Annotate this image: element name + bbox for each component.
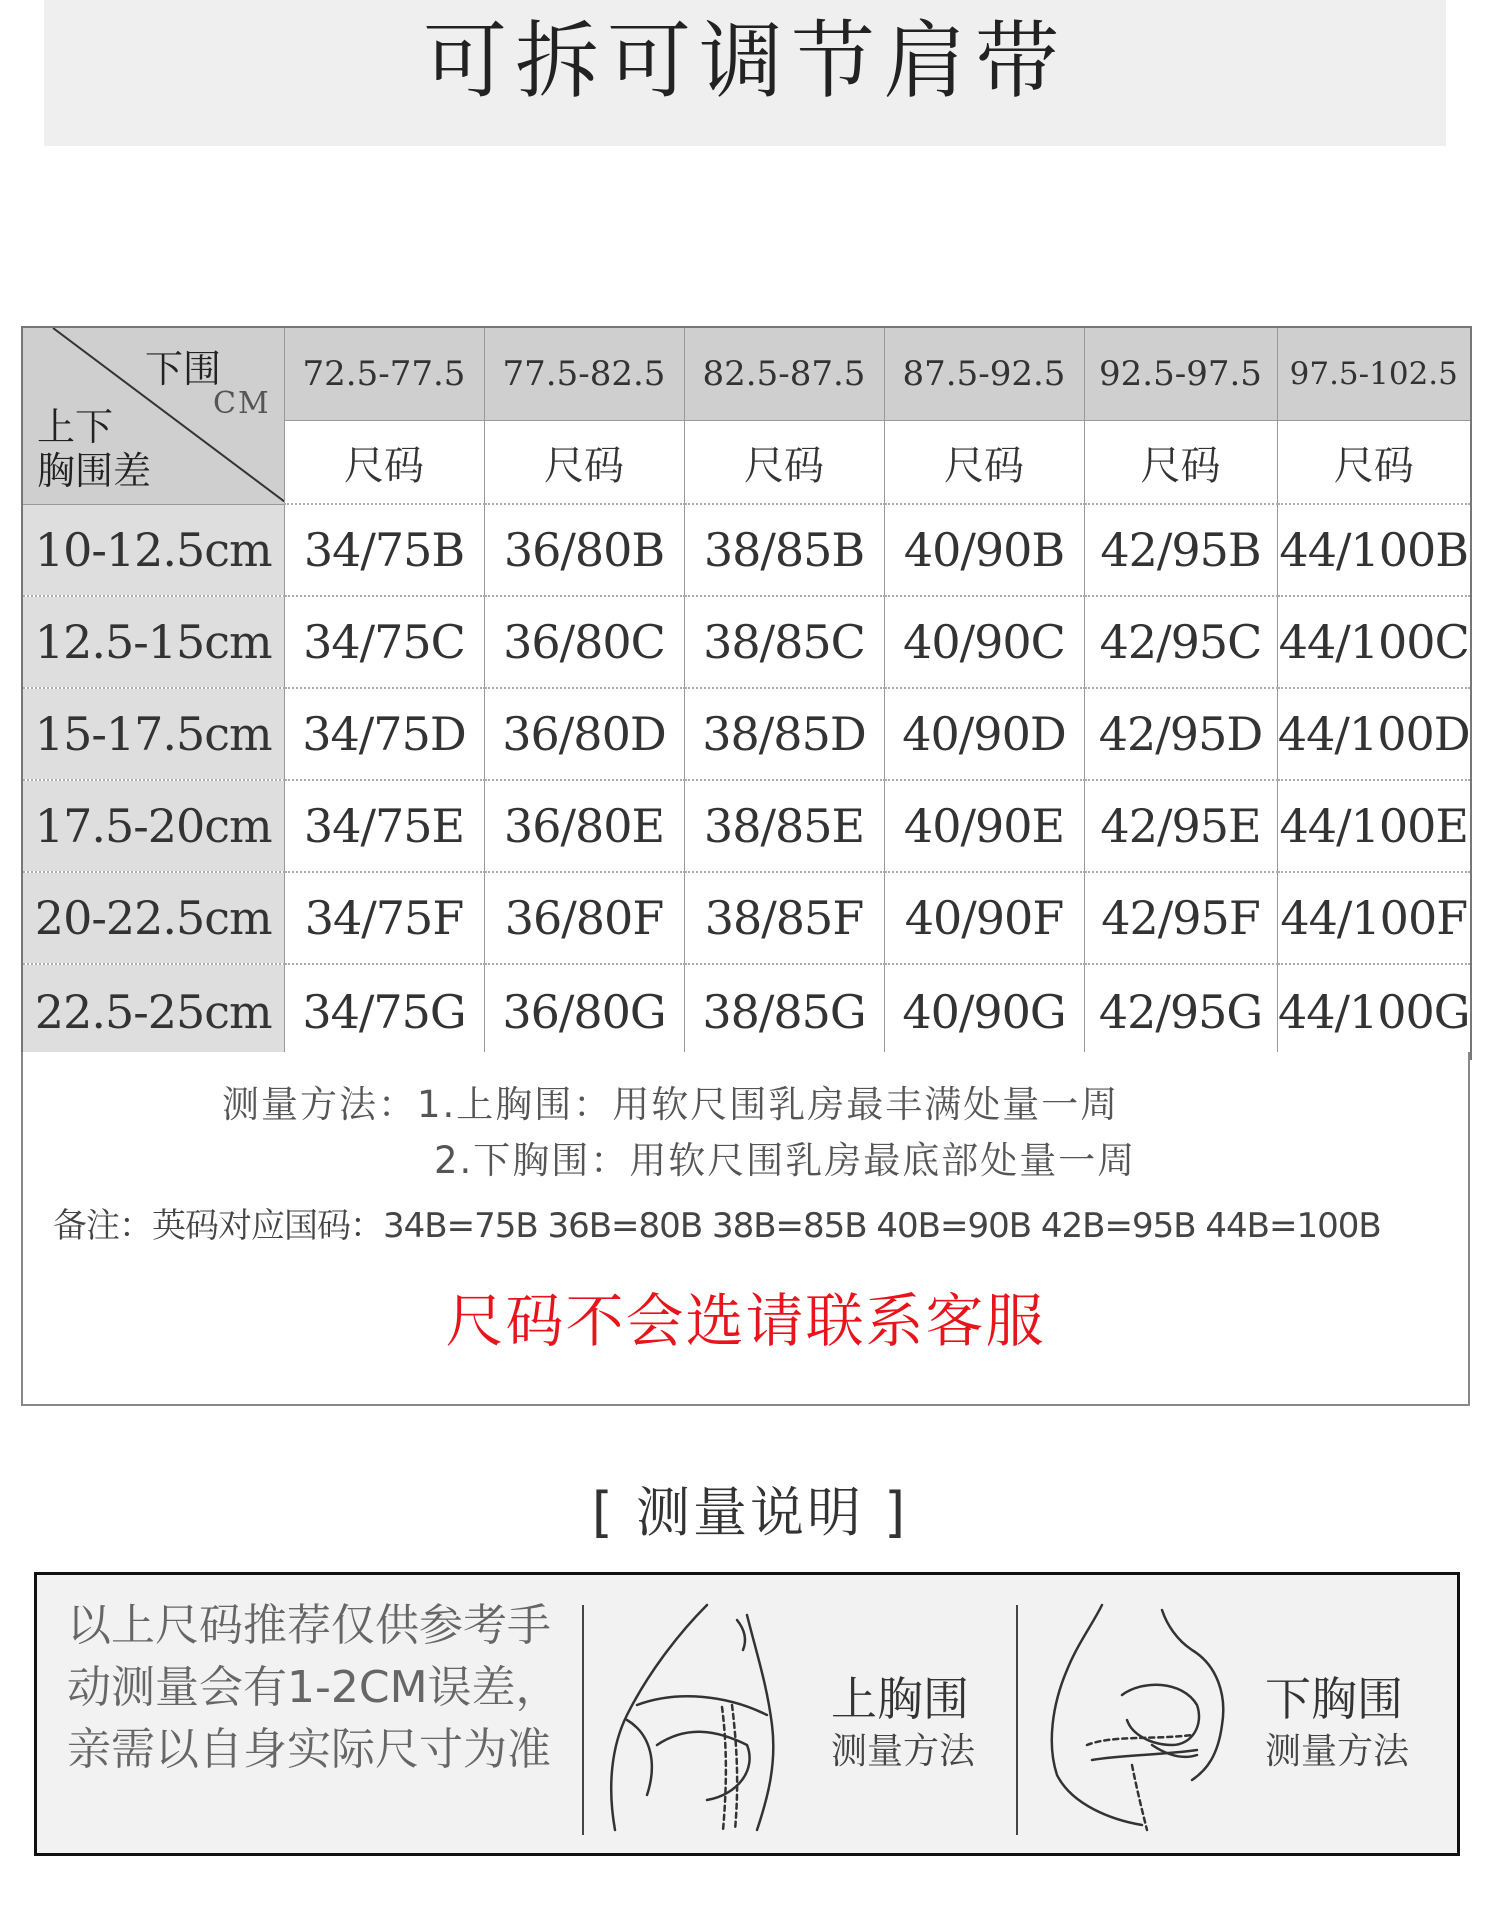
table-row <box>22 688 1471 780</box>
size-cell: 38/85E <box>684 780 884 872</box>
upper-bust-sub: 测量方法 <box>831 1731 976 1772</box>
page-title: 可拆可调节肩带 <box>422 12 1067 110</box>
measurement-box <box>34 1572 1460 1856</box>
size-cell: 36/80F <box>484 872 684 964</box>
size-cell: 44/100E <box>1277 780 1471 872</box>
bust-diff-cell: 17.5-20cm <box>22 780 284 872</box>
size-cell: 40/90F <box>884 872 1084 964</box>
table-row <box>22 596 1471 688</box>
size-cell: 44/100B <box>1277 504 1471 596</box>
size-label-cell: 尺码 <box>1277 421 1471 505</box>
bust-diff-cell: 15-17.5cm <box>22 688 284 780</box>
unit-label: CM <box>213 386 271 421</box>
lower-bust-sub: 测量方法 <box>1265 1731 1410 1772</box>
measure-method-line1: 测量方法：1.上胸围：用软尺围乳房最丰满处量一周 <box>222 1083 1120 1126</box>
band-range-cell: 82.5-87.5 <box>684 327 884 421</box>
size-label-cell: 尺码 <box>484 421 684 505</box>
table-row <box>22 964 1471 1059</box>
table-row <box>22 872 1471 964</box>
band-range-cell: 77.5-82.5 <box>484 327 684 421</box>
band-range-cell: 92.5-97.5 <box>1084 327 1277 421</box>
size-cell: 42/95G <box>1084 964 1277 1059</box>
table-row <box>22 780 1471 872</box>
size-cell: 42/95E <box>1084 780 1277 872</box>
measurement-disclaimer: 以上尺码推荐仅供参考手动测量会有1-2CM误差，亲需以自身实际尺寸为准 <box>67 1600 560 1775</box>
size-cell: 44/100G <box>1277 964 1471 1059</box>
size-cell: 42/95C <box>1084 596 1277 688</box>
under-band-label: 下围 <box>145 347 222 391</box>
table-row <box>22 504 1471 596</box>
size-cell: 44/100C <box>1277 596 1471 688</box>
header-banner <box>44 0 1446 146</box>
diff-label-line2: 胸围差 <box>37 449 152 493</box>
size-cell: 34/75E <box>284 780 484 872</box>
size-cell: 36/80E <box>484 780 684 872</box>
bust-diff-cell: 10-12.5cm <box>22 504 284 596</box>
bust-diff-cell: 12.5-15cm <box>22 596 284 688</box>
size-cell: 44/100D <box>1277 688 1471 780</box>
lower-bust-figure-icon <box>1032 1595 1232 1835</box>
size-cell: 34/75B <box>284 504 484 596</box>
size-label-cell: 尺码 <box>284 421 484 505</box>
size-cell: 42/95B <box>1084 504 1277 596</box>
size-cell: 34/75C <box>284 596 484 688</box>
diff-label-line1: 上下 <box>37 405 114 449</box>
size-conversion-remark: 备注：英码对应国码：34B=75B 36B=80B 38B=85B 40B=90B 42B=95B 44B=100B <box>53 1206 1381 1246</box>
bust-diff-cell: 20-22.5cm <box>22 872 284 964</box>
band-range-cell: 87.5-92.5 <box>884 327 1084 421</box>
bust-diff-cell: 22.5-25cm <box>22 964 284 1059</box>
size-cell: 38/85F <box>684 872 884 964</box>
measure-method-line2: 2.下胸围：用软尺围乳房最底部处量一周 <box>434 1139 1137 1182</box>
divider <box>582 1605 584 1835</box>
size-cell: 44/100F <box>1277 872 1471 964</box>
size-cell: 40/90B <box>884 504 1084 596</box>
size-cell: 40/90C <box>884 596 1084 688</box>
size-cell: 38/85G <box>684 964 884 1059</box>
size-label-cell: 尺码 <box>884 421 1084 505</box>
size-cell: 40/90G <box>884 964 1084 1059</box>
size-cell: 34/75D <box>284 688 484 780</box>
table-corner-header <box>22 327 284 504</box>
size-cell: 38/85B <box>684 504 884 596</box>
size-cell: 38/85D <box>684 688 884 780</box>
divider <box>1016 1605 1018 1835</box>
size-label-cell: 尺码 <box>684 421 884 505</box>
size-cell: 40/90D <box>884 688 1084 780</box>
size-label-cell: 尺码 <box>1084 421 1277 505</box>
measurement-section-title: [ 测量说明 ] <box>591 1481 909 1544</box>
size-cell: 36/80G <box>484 964 684 1059</box>
band-range-cell: 72.5-77.5 <box>284 327 484 421</box>
size-cell: 34/75G <box>284 964 484 1059</box>
notes-box <box>21 1052 1470 1406</box>
upper-bust-label: 上胸围 <box>831 1672 969 1726</box>
lower-bust-label: 下胸围 <box>1265 1672 1403 1726</box>
size-cell: 42/95F <box>1084 872 1277 964</box>
upper-bust-figure-icon <box>597 1595 797 1835</box>
size-cell: 38/85C <box>684 596 884 688</box>
band-range-row <box>22 327 1471 421</box>
size-cell: 36/80D <box>484 688 684 780</box>
size-cell: 40/90E <box>884 780 1084 872</box>
size-cell: 34/75F <box>284 872 484 964</box>
size-cell: 36/80C <box>484 596 684 688</box>
band-range-cell: 97.5-102.5 <box>1277 327 1471 421</box>
size-chart-table <box>21 326 1472 1060</box>
size-cell: 36/80B <box>484 504 684 596</box>
contact-service-notice: 尺码不会选请联系客服 <box>445 1287 1046 1355</box>
size-cell: 42/95D <box>1084 688 1277 780</box>
